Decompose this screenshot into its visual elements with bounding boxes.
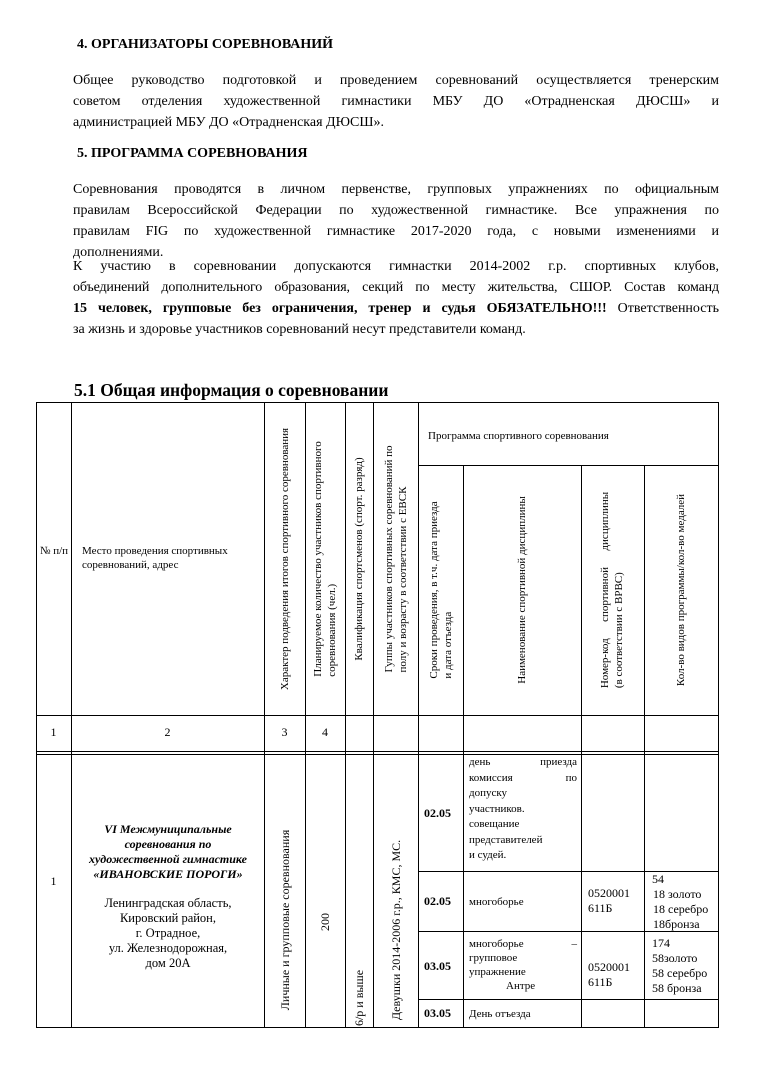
paragraph-line: дополнениями. [73, 245, 164, 260]
row-qualification: 6/р и выше [352, 969, 366, 1027]
header-dates-line: и дата отъезда [442, 611, 454, 679]
header-planned [311, 441, 339, 676]
schedule-code [588, 886, 643, 916]
code-line: 611Б [588, 975, 613, 989]
section-4-heading: 4. ОРГАНИЗАТОРЫ СОРЕВНОВАНИЙ [77, 37, 334, 52]
paragraph-tail: Ответственность [606, 301, 719, 316]
event-title-line: художественной гимнастике [89, 852, 247, 866]
row-groups: Девушки 2014-2006 г.р., КМС, МС. [389, 839, 403, 1021]
numbering-cell: 4 [322, 725, 328, 739]
header-code [598, 492, 626, 688]
section-4-paragraph [73, 70, 719, 133]
header-groups-line: полу и возрасту в соответствии с ЕВСК [397, 486, 409, 673]
header-discipline: Наименование спортивной дисциплины [516, 496, 528, 684]
col-divider-8 [581, 465, 582, 1028]
header-program: Программа спортивного соревнования [428, 430, 609, 442]
header-num: № п/п [39, 545, 69, 557]
schedule-date: 02.05 [424, 894, 451, 908]
medals-line: 58 бронза [652, 981, 702, 995]
event-title-line: «ИВАНОВСКИЕ ПОРОГИ» [93, 867, 243, 881]
header-qualification: Квалификация спортсменов (спорт. разряд) [353, 457, 365, 661]
schedule-date: 03.05 [424, 959, 451, 973]
numbering-cell: 3 [281, 725, 288, 739]
col-divider-4 [345, 402, 346, 1028]
paragraph-line: К участию в соревновании допускаются гимнастки 2014-2002 г.р. спортивных клубов, [73, 259, 719, 274]
discipline-line: представителей [469, 833, 543, 846]
discipline-line: комиссия по [469, 771, 577, 784]
col-divider-7 [463, 465, 464, 1028]
paragraph-line: правилам Всероссийской Федерации по художественной гимнастике. Все упражнения по [73, 203, 719, 218]
bold-requirement: 15 человек, групповые без ограничения, тренер и судья ОБЯЗАТЕЛЬНО!!! [73, 301, 607, 316]
header-dates [427, 501, 455, 678]
paragraph-line [73, 298, 719, 319]
header-code-line: (в соответствии с ВРВС) [613, 572, 625, 689]
table-border-left [36, 402, 37, 1028]
schedule-discipline [469, 895, 577, 909]
discipline-line: многоборье [469, 896, 524, 908]
col-divider-3 [305, 402, 306, 1028]
header-dates-line: Сроки проведения, в т.ч. дата приезда [428, 501, 440, 679]
row-number: 1 [50, 874, 57, 888]
paragraph-line: администрацией МБУ ДО «Отрадненская ДЮСШ». [73, 115, 384, 130]
code-line: 611Б [588, 901, 613, 915]
schedule-discipline [469, 1007, 577, 1021]
paragraph-line: Общее руководство подготовкой и проведением соревнований осуществляется тренерским [73, 73, 719, 88]
section-5-paragraph-1 [73, 179, 719, 263]
address-line: дом 20А [145, 956, 191, 970]
numbering-cell: 2 [164, 725, 171, 739]
event-title-line: соревнования по [124, 837, 212, 851]
schedule-date: 02.05 [424, 806, 451, 820]
numbering-double-line [36, 754, 719, 755]
medals-line: 174 [652, 936, 670, 950]
table-border-bottom [36, 1027, 719, 1028]
schedule-discipline [469, 755, 577, 864]
discipline-line: допуску [469, 787, 508, 799]
paragraph-line: советом отделения художественной гимнастики МБУ ДО «Отрадненская ДЮСШ» и [73, 94, 719, 109]
code-line: 0520001 [588, 886, 630, 900]
header-medals: Кол-во видов программы/кол-во медалей [675, 493, 687, 687]
paragraph-line: правилам FIG по художественной гимнастике 2017-2020 года, с новыми изменениями и [73, 224, 719, 239]
schedule-code [588, 960, 643, 990]
address-line: г. Отрадное, [135, 926, 201, 940]
event-address [74, 896, 262, 971]
header-groups-line: Гуппы участников спортивных соревнований по [383, 445, 395, 673]
discipline-line: Антре [506, 980, 536, 992]
medals-line: 18 золото [653, 887, 702, 901]
medals-line: 18бронза [653, 917, 700, 931]
discipline-line: день приезда [469, 756, 577, 768]
paragraph-line: за жизнь и здоровье участников соревнований несут представители команд. [73, 322, 526, 337]
row-planned: 200 [318, 913, 332, 931]
col-divider-1 [71, 402, 72, 1028]
col-divider-9 [644, 465, 645, 1028]
medals-line: 18 серебро [653, 902, 709, 916]
numbering-cell: 1 [50, 725, 57, 739]
header-code-line: Номер-код спортивной дисциплины [599, 491, 611, 689]
col-divider-6 [418, 402, 419, 1028]
table-border-right [718, 402, 719, 1028]
event-title-line: VI Межмуниципальные [104, 822, 232, 836]
schedule-medals [652, 936, 716, 996]
address-line: Кировский район, [119, 911, 217, 925]
paragraph-line: Соревнования проводятся в личном первенстве, групповых упражнениях по официальным [73, 182, 719, 197]
discipline-line: многоборье – [469, 938, 577, 950]
event-title [74, 822, 262, 882]
header-planned-line: соревнования (чел.) [326, 583, 338, 677]
schedule-date: 03.05 [424, 1006, 451, 1020]
discipline-line: групповое [469, 952, 518, 964]
numbering-bottom-line [36, 751, 719, 752]
section-5-paragraph-2 [73, 256, 719, 340]
medals-line: 58золото [652, 951, 698, 965]
col-divider-2 [264, 402, 265, 1028]
section-5-heading: 5. ПРОГРАММА СОРЕВНОВАНИЯ [77, 146, 308, 161]
address-line: Ленинградская область, [104, 896, 232, 910]
header-planned-line: Планируемое количество участников спортивного [312, 441, 324, 677]
event-cell [74, 822, 262, 971]
header-groups [382, 445, 410, 672]
subsection-title: 5.1 Общая информация о соревновании [74, 380, 389, 400]
header-place: Место проведения спортивных соревнований, адрес [82, 545, 228, 571]
col-divider-5 [373, 402, 374, 1028]
discipline-line: День отъезда [469, 1008, 531, 1020]
row-character: Личные и групповые соревнования [278, 829, 292, 1011]
code-line: 0520001 [588, 960, 630, 974]
header-character: Характер подведения итогов спортивного соревнования [279, 427, 291, 691]
medals-line: 54 [652, 872, 664, 886]
discipline-line: участников. [469, 802, 525, 815]
competition-info-table [36, 402, 719, 1028]
schedule-discipline [469, 937, 577, 993]
address-line: ул. Железнодорожная, [108, 941, 228, 955]
discipline-line: и судей. [469, 849, 507, 861]
header-bottom-line [36, 715, 719, 716]
discipline-line: упражнение [469, 966, 526, 978]
table-border-top [36, 402, 719, 403]
medals-line: 58 серебро [652, 966, 708, 980]
schedule-medals [652, 872, 716, 932]
paragraph-line: объединений дополнительного образования, секций по месту жительства, СШОР. Состав команд [73, 280, 719, 295]
discipline-line: совещание [469, 818, 520, 830]
